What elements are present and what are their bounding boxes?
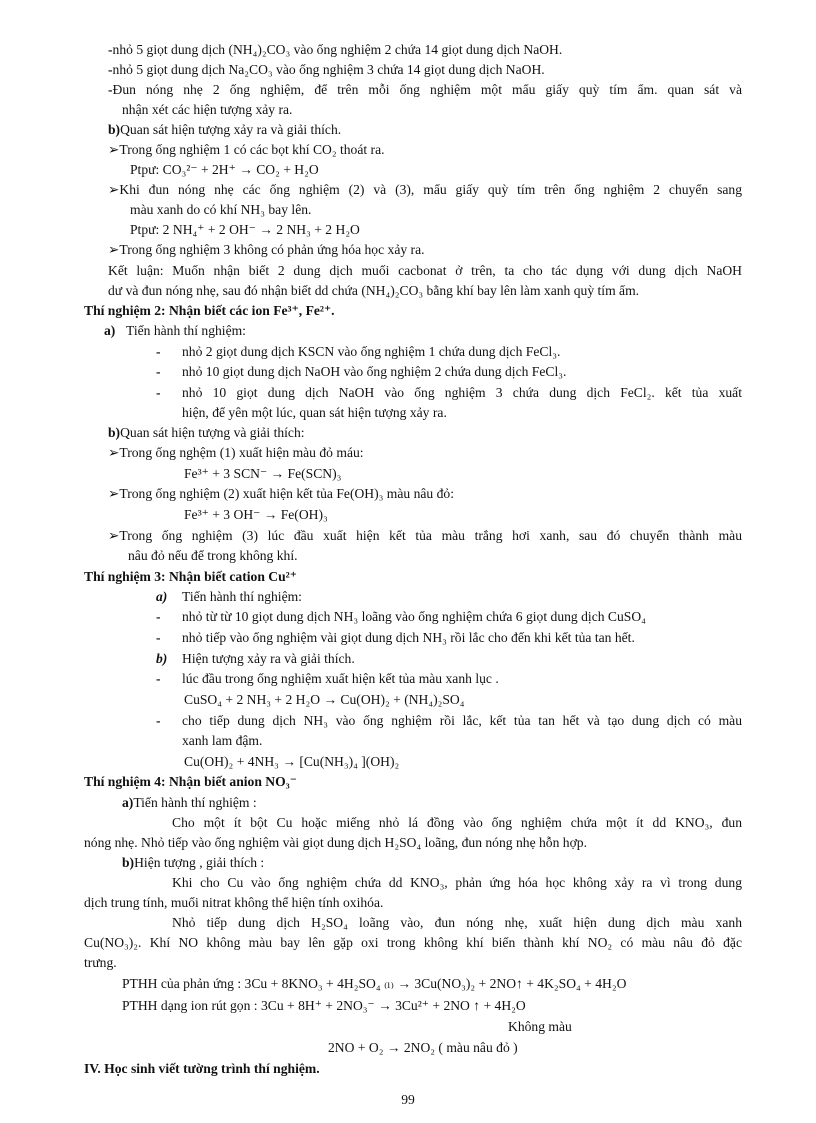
equation: PTHH của phản ứng : 3Cu + 8KNO₃ + 4H₂SO₄ ₍ₗ₎ → 3Cu(NO₃)₂ + 2NO↑ + 4K₂SO₄ + 4H₂O [122,976,627,991]
equation: Ptpư: CO₃²⁻ + 2H⁺ → CO₂ + H₂O [130,162,319,177]
text-line: Kết luận: Muốn nhận biết 2 dung dịch muối cacbonat ở trên, ta cho tác dụng với dung dịch NaOH [108,263,742,278]
text-line: trưng. [84,955,117,970]
text-line: Cho một ít bột Cu hoặc miếng nhỏ lá đồng vào ống nghiệm chứa một ít dd KNO₃, đun [172,815,742,830]
text-line: ➢Trong ống nghiệm 1 có các bọt khí CO₂ thoát ra. [108,142,385,157]
section-heading: IV. Học sinh viết tường trình thí nghiệm. [84,1061,320,1076]
section-heading: Thí nghiệm 4: Nhận biết anion NO₃⁻ [84,774,297,789]
section-heading: Thí nghiệm 3: Nhận biết cation Cu²⁺ [84,569,297,584]
text-line: a)Tiến hành thí nghiệm: [156,589,302,604]
text-line: dư và đun nóng nhẹ, sau đó nhận biết dd chứa (NH₄)₂CO₃ bằng khí bay lên làm xanh quỳ tím ẩm. [108,283,640,298]
text-line: -cho tiếp dung dịch NH₃ vào ống nghiệm rồi lắc, kết tủa tan hết và tạo dung dịch có màu [156,713,742,728]
text-line: b)Quan sát hiện tượng và giải thích: [108,425,305,440]
equation: CuSO₄ + 2 NH₃ + 2 H₂O → Cu(OH)₂ + (NH₄)₂SO₄ [184,692,465,707]
text-line: -nhỏ tiếp vào ống nghiệm vài giọt dung dịch NH₃ rồi lắc cho đến khi kết tủa tan hết. [156,630,635,645]
equation: Fe³⁺ + 3 SCN⁻ → Fe(SCN)₃ [184,466,342,481]
text-line: b)Hiện tượng xảy ra và giải thích. [156,651,355,666]
text-line: a)Tiến hành thí nghiệm: [104,323,246,338]
text-line: -nhỏ 2 giọt dung dịch KSCN vào ống nghiệm 1 chứa dung dịch FeCl₃. [156,344,561,359]
text-line: ➢Trong ống nghệm (1) xuất hiện màu đỏ máu: [108,445,364,460]
equation: PTHH dạng ion rút gọn : 3Cu + 8H⁺ + 2NO₃⁻ → 3Cu²⁺ + 2NO ↑ + 4H₂O [122,998,526,1013]
text-line: -nhỏ 10 giọt dung dịch NaOH vào ống nghiệm 3 chứa dung dịch FeCl₂. kết tủa xuất [156,385,742,400]
text-line: ➢Trong ống nghiệm 3 không có phản ứng hóa học xảy ra. [108,242,425,257]
text-line: -nhỏ 10 giọt dung dịch NaOH vào ống nghiệm 2 chứa dung dịch FeCl₃. [156,364,567,379]
text-line: nâu đỏ nếu để trong không khí. [128,548,298,563]
equation: 2NO + O₂ → 2NO₂ ( màu nâu đỏ ) [328,1040,518,1055]
text-line: -nhỏ 5 giọt dung dịch (NH₄)₂CO₃ vào ống nghiệm 2 chứa 14 giọt dung dịch NaOH. [108,42,563,57]
text-line: ➢Khi đun nóng nhẹ các ống nghiệm (2) và (3), mẩu giấy quỳ tím trên ống nghiệm 2 chuyển sang [108,182,742,197]
text-line: -nhỏ từ từ 10 giọt dung dịch NH₃ loãng vào ống nghiệm chứa 6 giọt dung dịch CuSO₄ [156,609,646,624]
annotation: Không màu [508,1019,572,1034]
equation: Ptpư: 2 NH₄⁺ + 2 OH⁻ → 2 NH₃ + 2 H₂O [130,222,360,237]
text-line: Nhỏ tiếp dung dịch H₂SO₄ loãng vào, đun nóng nhẹ, xuất hiện dung dịch màu xanh [172,915,742,930]
text-line: a)Tiến hành thí nghiệm : [122,795,257,810]
text-line: -Đun nóng nhẹ 2 ống nghiệm, để trên mỗi ống nghiệm một mẩu giấy quỳ tím ẩm. quan sát và [108,82,742,97]
text-line: ➢Trong ống nghiệm (2) xuất hiện kết tủa Fe(OH)₃ màu nâu đỏ: [108,486,454,501]
text-line: -nhỏ 5 giọt dung dịch Na₂CO₃ vào ống nghiệm 3 chứa 14 giọt dung dịch NaOH. [108,62,545,77]
text-line: b)Hiện tượng , giải thích : [122,855,265,870]
equation: Cu(OH)₂ + 4NH₃ → [Cu(NH₃)₄ ](OH)₂ [184,754,400,769]
text-line: nhận xét các hiện tượng xảy ra. [122,102,293,117]
text-line: hiện, để yên một lúc, quan sát hiện tượng xảy ra. [182,405,447,420]
text-line: nóng nhẹ. Nhỏ tiếp vào ống nghiệm vài giọt dung dịch H₂SO₄ loãng, đun nóng nhẹ hỗn hợp. [84,835,587,850]
text-line: xanh lam đậm. [182,733,263,748]
page-number: 99 [401,1092,415,1107]
equation: Fe³⁺ + 3 OH⁻ → Fe(OH)₃ [184,507,328,522]
text-line: b)Quan sát hiện tượng xảy ra và giải thích. [108,122,342,137]
text-line: ➢Trong ống nghiệm (3) lúc đầu xuất hiện kết tủa màu trắng hơi xanh, sau đó chuyển thành màu [108,528,742,543]
text-line: dịch trung tính, muối nitrat không thể hiện tính oxihóa. [84,895,384,910]
text-line: Cu(NO₃)₂. Khí NO không màu bay lên gặp oxi trong không khí biến thành khí NO₂ có màu nâu đỏ đặc [84,935,742,950]
text-line: -lúc đầu trong ống nghiệm xuất hiện kết tủa màu xanh lục . [156,671,499,686]
section-heading: Thí nghiệm 2: Nhận biết các ion Fe³⁺, Fe²⁺. [84,303,335,318]
text-line: màu xanh do có khí NH₃ bay lên. [130,202,312,217]
text-line: Khi cho Cu vào ống nghiệm chứa dd KNO₃, phản ứng hóa học không xảy ra vì trong dung [172,875,742,890]
